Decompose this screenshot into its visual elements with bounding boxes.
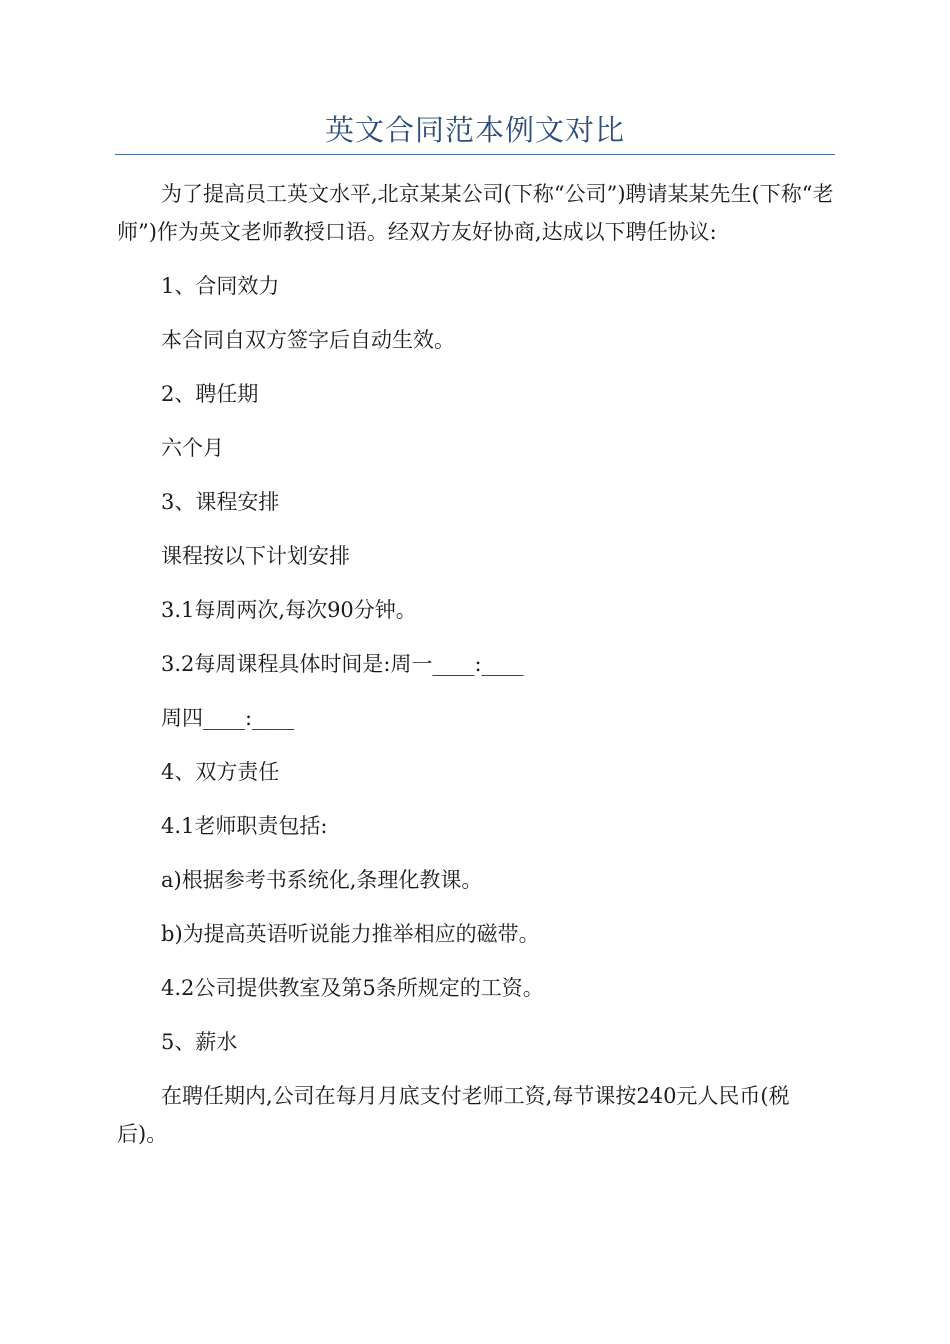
section-heading-3: 3、课程安排 bbox=[161, 490, 280, 514]
paragraph: 六个月 bbox=[161, 436, 224, 460]
section-heading-2: 2、聘任期 bbox=[161, 382, 259, 406]
title-underline bbox=[115, 154, 835, 155]
section-heading-5: 5、薪水 bbox=[161, 1030, 238, 1054]
paragraph-intro: 为了提高员工英文水平,北京某某公司(下称“公司”)聘请某某先生(下称“老师”)作为英文老师教授口语。经双方友好协商,达成以下聘任协议: bbox=[117, 182, 834, 244]
document-title: 英文合同范本例文对比 bbox=[324, 113, 625, 147]
clause-3-2-thursday: 周四____:____ bbox=[161, 706, 295, 730]
clause-4-2: 4.2公司提供教室及第5条所规定的工资。 bbox=[161, 976, 544, 1000]
paragraph: 课程按以下计划安排 bbox=[161, 544, 350, 568]
clause-4-1-b: b)为提高英语听说能力推举相应的磁带。 bbox=[161, 922, 540, 946]
clause-3-1: 3.1每周两次,每次90分钟。 bbox=[161, 598, 417, 622]
section-heading-4: 4、双方责任 bbox=[161, 760, 280, 784]
clause-4-1-a: a)根据参考书系统化,条理化教课。 bbox=[161, 868, 483, 892]
paragraph-salary: 在聘任期内,公司在每月月底支付老师工资,每节课按240元人民币(税后)。 bbox=[117, 1084, 790, 1146]
document-body bbox=[117, 175, 835, 1169]
clause-3-2: 3.2每周课程具体时间是:周一____:____ bbox=[161, 652, 524, 676]
section-heading-1: 1、合同效力 bbox=[161, 274, 280, 298]
clause-4-1: 4.1老师职责包括: bbox=[161, 814, 328, 838]
paragraph: 本合同自双方签字后自动生效。 bbox=[161, 328, 455, 352]
